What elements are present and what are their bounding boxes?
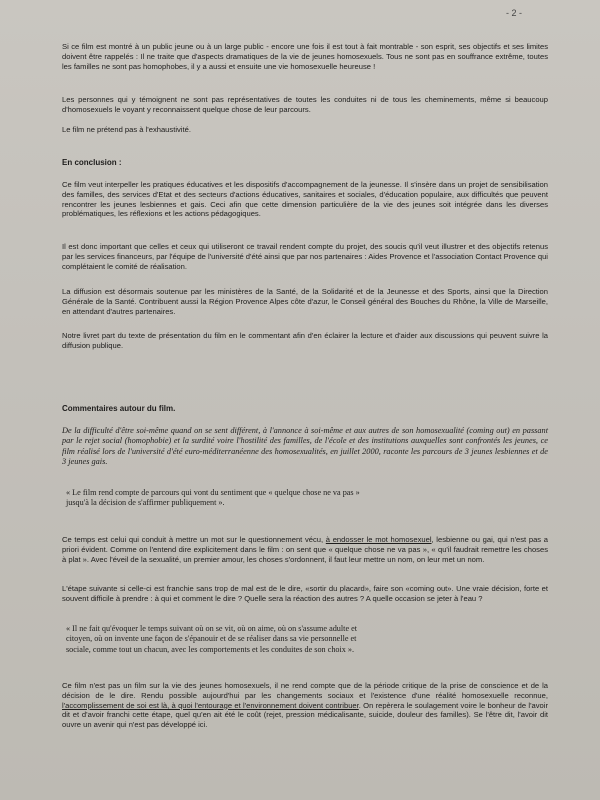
intro-italic-paragraph: De la difficulté d'être soi-même quand on se sent différent, à l'annonce à soi-même et aux autres de son homosexualité (coming out) en passant par le rejet social (homophobie) et la surdité voire l'hostilité des familles, de l'école et des institutions auxquelles sont confrontés les jeunes, ce film réalisé lors de l'université d'été euro-méditerranéenne des homosexualités, en juillet 2000, raconte les parcours de 3 jeunes lesbiennes et de 3 jeunes gais. [62,426,548,467]
underlined-phrase-accomplishment: l'accomplissement de soi est là, à quoi l'entourage et l'environnement doivent contribuer [62,700,359,710]
paragraph-naming: Ce temps est celui qui conduit à mettre un mot sur le questionnement vécu, à endosser le mot homosexuel, lesbienne ou gai, qui n'est pas a priori évident. Comme on l'entend dire explicitement dans le film : on sent que « quelque chose ne va pas », « qu'il faudrait remettre les choses à plat ». Avec l'éveil de la sexualité, un premier amour, les choses s'ordonnent, il faut leur mettre un nom, on leur met un nom. [62,535,549,564]
paragraph-coming-out: L'étape suivante si celle-ci est franchie sans trop de mal est de le dire, «sortir du placard», faire son «coming out». Une vraie décision, forte et souvent difficile à prendre : à qui et comment le dire ? Quelle sera la réaction des autres ? A quelle occasion se jeter à l'eau ? [62,584,548,603]
paragraph-booklet: Notre livret part du texte de présentation du film en le commentant afin d'en éclairer la lecture et d'aider aux discussions qui peuvent suivre la diffusion publique. [62,331,548,350]
paragraph-diffusion: La diffusion est désormais soutenue par les ministères de la Santé, de la Solidarité et de la Jeunesse et des Sports, ainsi que la Direction Générale de la Santé. Contribuent aussi la Région Provence Alpes côte d'azur, le Conseil général des Bouches du Rhône, la Ville de Marseille, en attendant d'autres partenaires. [62,287,548,316]
underlined-phrase: à endosser le mot homosexuel [325,535,432,544]
paragraph-representativeness: Les personnes qui y témoignent ne sont pas représentatives de toutes les conduites ni de tous les cheminements, même si beaucoup d'homosexuels le voyant y reconnaissent quelque chose de leur parcours. [62,95,548,114]
paragraph-exhaustivity: Le film ne prétend pas à l'exhaustivité. [62,125,191,134]
heading-conclusion: En conclusion : [62,158,122,167]
paragraph-audience: Si ce film est montré à un public jeune ou à un large public - encore une fois il est tout à fait montrable - son esprit, ses objectifs et ses limites doivent être rappelés : Il ne traite que d'aspects dramatiques de la vie de jeunes homosexuels. Tous ne sont pas en souffrance extrême, toutes les familles ne sont pas homophobes, il y a aussi et ensuite une vie homosexuelle heureuse ! [62,42,548,71]
quote-adult-life: « Il ne fait qu'évoquer le temps suivant où on se vit, où on aime, où on s'assume adulte et citoyen, où on invente une façon de s'épanouir et de se réaliser dans sa vie personnelle et sociale, comme tout un chacun, avec les comportements et les conduites de son choix ». [66,624,358,654]
paragraph-critical-period: Ce film n'est pas un film sur la vie des jeunes homosexuels, il ne rend compte que de la période critique de la prise de conscience et de la décision de le dire. Rendu possible aujourd'hui par les changements sociaux et l'existence d'une réalité homosexuelle reconnue, l'accomplissement de soi est là, à quoi l'entourage et l'environnement doivent contribuer. On repèrera le soulagement voire le bonheur de l'avoir dit et d'avoir franchi cette étape, quel qu'en ait été le coût (rejet, pression médicalisante, suicide, douleur des familles). Se l'être dit, l'avoir dit ouvre un avenir qui n'est pas développé ici. [62,681,548,730]
paragraph-project: Ce film veut interpeller les pratiques éducatives et les dispositifs d'accompagnement de la jeunesse. Il s'insère dans un projet de sensibilisation des familles, des services d'Etat et des secteurs d'actions éducatives, sanitaires et sociales, d'éducation populaire, aux difficultés que peuvent rencontrer les jeunes lesbiennes et gais. Ceci afin que cette dimension particulière de la vie des jeunes soit intégrée dans les diverses problématiques, les réflexions et les actions pédagogiques. [62,180,548,219]
paragraph-partners: Il est donc important que celles et ceux qui utiliseront ce travail rendent compte du projet, des soucis qu'il veut illustrer et des objectifs retenus par les services financeurs, par l'équipe de l'université d'été ainsi que par nos partenaires : Aides Provence et l'association Contact Provence qui complétaient le comité de réalisation. [62,242,548,271]
heading-comments: Commentaires autour du film. [62,404,176,413]
page-number: - 2 - [506,8,523,18]
quote-parcours: « Le film rend compte de parcours qui vont du sentiment que « quelque chose ne va pas » jusqu'à la décision de s'affirmer publiquement ». [66,488,360,508]
